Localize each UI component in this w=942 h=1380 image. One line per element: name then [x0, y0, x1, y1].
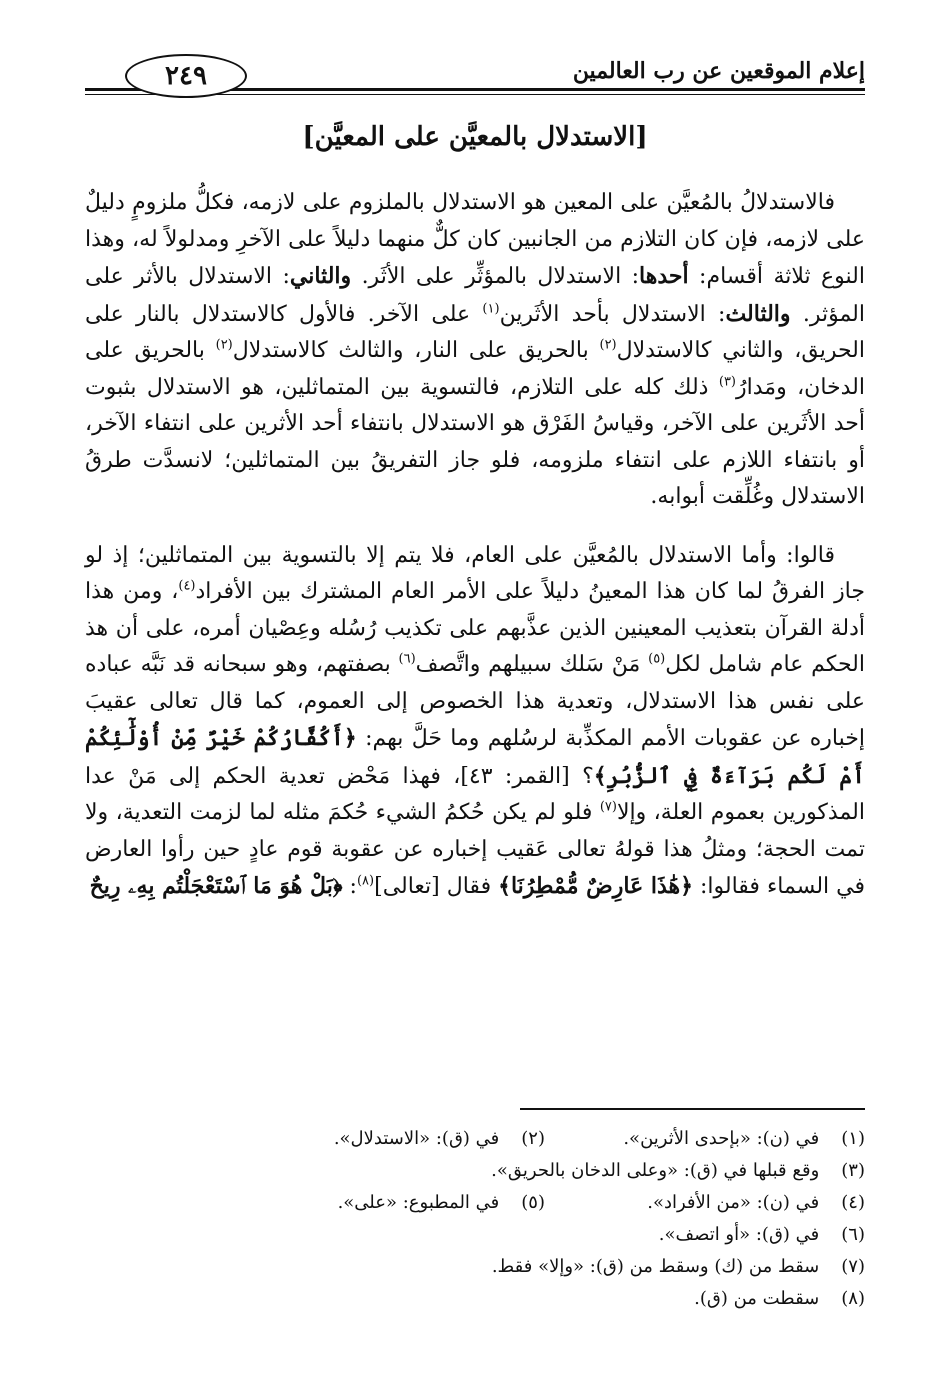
text-run: : الاستدلال بالأثر على المؤثر. — [85, 264, 865, 327]
footnote-4 — [545, 1187, 865, 1219]
page-number: ٢٤٩ — [125, 54, 247, 98]
main-text — [85, 185, 865, 906]
footnote-number: (٣) — [841, 1160, 865, 1181]
text-run: بالحريق على النار، والثالث كالاستدلال — [232, 338, 600, 363]
bold-term: أحدها — [639, 263, 689, 289]
footnote-text: في (ن): «بإحدى الأثرين». — [623, 1128, 820, 1149]
footnote-text: في (ق): «أو اتصف». — [658, 1224, 820, 1245]
footnote-row — [85, 1251, 865, 1283]
footnote-ref[interactable]: (٦) — [398, 651, 416, 667]
running-header — [85, 50, 865, 102]
footnote-ref[interactable]: (٧) — [599, 799, 617, 815]
footnote-number: (٥) — [521, 1192, 545, 1213]
text-run: فالاستدلالُ بالمُعيَّن على المعين هو الاستدلال بالملزوم على لازمه، فكلُّ ملزومٍ دليلٌ على لازمه، فإن كان التلازم من الجانبين كان كلٌّ منهما دليلاً على الآخرِ ومدلولاً له، وهذا النوع ثلاثة أقسام: — [85, 190, 865, 289]
bold-term: والثاني — [289, 263, 352, 289]
quran-verse: ﴿بَلْ هُوَ مَا ٱسْتَعْجَلْتُم بِهِۦ رِيحٌ — [89, 873, 343, 899]
footnote-ref[interactable]: (٣) — [718, 374, 736, 390]
text-run: بالحريق على الدخان، ومَدارُ — [85, 338, 866, 400]
footnote-ref[interactable]: (٨) — [356, 873, 375, 889]
text-run: : الاستدلال بأحد الأثَرين — [499, 301, 726, 327]
book-title: إعلام الموقعين عن رب العالمين — [572, 58, 865, 84]
footnote-number: (١) — [841, 1128, 865, 1149]
footnote-2 — [334, 1123, 545, 1155]
footnote-row — [85, 1123, 865, 1155]
footnote-ref[interactable]: (٢) — [599, 337, 617, 353]
footnote-text: في (ق): «الاستدلال». — [333, 1128, 500, 1149]
footnote-text: سقط من (ك) وسقط من (ق): «وإلا» فقط. — [491, 1256, 820, 1277]
footnote-number: (٢) — [521, 1128, 545, 1149]
text-run: على الآخر. فالأول كالاستدلال بالنار على الحريق، والثاني كالاستدلال — [85, 301, 865, 363]
footnote-ref[interactable]: (٢) — [215, 337, 233, 353]
paragraph-1 — [85, 185, 865, 516]
paragraph-2 — [85, 538, 865, 906]
footnote-text: في (ن): «من الأفراد». — [647, 1192, 820, 1213]
text-run: مَنْ سَلك سبيلهم واتَّصف — [415, 652, 649, 677]
text-run: : الاستدلال بالمؤثِّر على الأثَر. — [351, 264, 640, 289]
footnote-5 — [338, 1187, 545, 1219]
text-run: فلو لم يكن حُكمُ الشيء حُكمَ مثله لما لزمت التعدية، ولا تمت الحجة؛ ومثلُ هذا قولهُ تعالى عَقيب إخباره عن عقوبة قوم عادٍ حين رأوا العارض في السماء فقالوا: — [85, 800, 865, 899]
footnote-text: وقع قبلها في (ق): «وعلى الدخان بالحريق». — [491, 1160, 820, 1181]
footnote-ref[interactable]: (٤) — [178, 578, 196, 594]
footnote-number: (٧) — [841, 1256, 865, 1277]
footnotes — [85, 1123, 865, 1315]
footnote-row — [85, 1219, 865, 1251]
footnote-number: (٦) — [841, 1224, 865, 1245]
footnote-row — [85, 1155, 865, 1187]
section-title: [الاستدلال بالمعيَّن على المعيَّن] — [302, 122, 648, 152]
footnote-6 — [659, 1219, 865, 1251]
footnote-3 — [491, 1155, 865, 1187]
text-run: ، ومن هذا أدلة القرآن بتعذيب المعينين الذين عذَّبهم على تكذيب رُسُله وعِصْيان أمره، على أن هذ الحكم عام شامل لكل — [85, 579, 865, 677]
footnote-text: سقطت من (ق). — [694, 1288, 820, 1309]
text-run: بصفتهم، وهو سبحانه قد نَبَّه عباده على نفس هذا الاستدلال، وتعدية هذا الخصوص إلى العموم، كما قال تعالى عقيبَ إخباره عن عقوبات الأمم المكذِّبة لرسُلهم وما حَلَّ بهم: — [85, 652, 865, 751]
footnote-1 — [545, 1123, 865, 1155]
footnote-text: في المطبوع: «على». — [337, 1192, 500, 1213]
footnote-8 — [694, 1283, 865, 1315]
text-run: ؟ [القمر: ٤٣]، فهذا مَحْض تعدية الحكم إلى مَنْ عدا المذكورين بعموم العلة، وإلا — [85, 763, 865, 825]
footnote-separator — [520, 1108, 865, 1110]
text-run: قالوا: وأما الاستدلال بالمُعيَّن على العام، فلا يتم إلا بالتسوية بين المتماثلين؛ إذ لو جاز الفرقُ لما كان هذا المعينُ دليلاً على الأمر العام المشترك بين الأفراد — [85, 542, 865, 604]
quran-verse: ﴿أَكُفَّارُكُمْ خَيْرٌ مِّنْ أُوْلَٰٓئِكُمْ أَمْ لَكُم بَرَآءَةٌ فِي ٱلزُّبُرِ﴾ — [85, 725, 865, 789]
footnote-number: (٤) — [841, 1192, 865, 1213]
footnote-row — [85, 1187, 865, 1219]
text-run: : — [342, 874, 357, 899]
footnote-row — [85, 1283, 865, 1315]
footnote-number: (٨) — [841, 1288, 865, 1309]
footnote-ref[interactable]: (١) — [482, 301, 500, 317]
bold-term: والثالث — [725, 300, 791, 327]
footnote-ref[interactable]: (٥) — [648, 651, 666, 667]
quran-verse: ﴿هَٰذَا عَارِضٌ مُّمْطِرُنَا﴾ — [498, 873, 694, 899]
text-run: فقال [تعالى] — [374, 874, 499, 899]
text-run: ذلك كله على التلازم، فالتسوية بين المتماثلين، هو الاستدلال بثبوت أحد الأثَرين على الآخر، وقياسُ الفَرْق هو الاستدلال بانتفاء أحد الأثرين على انتفاء الآخر، أو بانتفاء اللازم على انتفاء ملزومه، فلو جاز التفريقُ بين المتماثلين؛ لانسدَّت طرقُ الاستدلال وغُلِّقت أبوابه. — [85, 374, 865, 509]
footnote-7 — [492, 1251, 865, 1283]
